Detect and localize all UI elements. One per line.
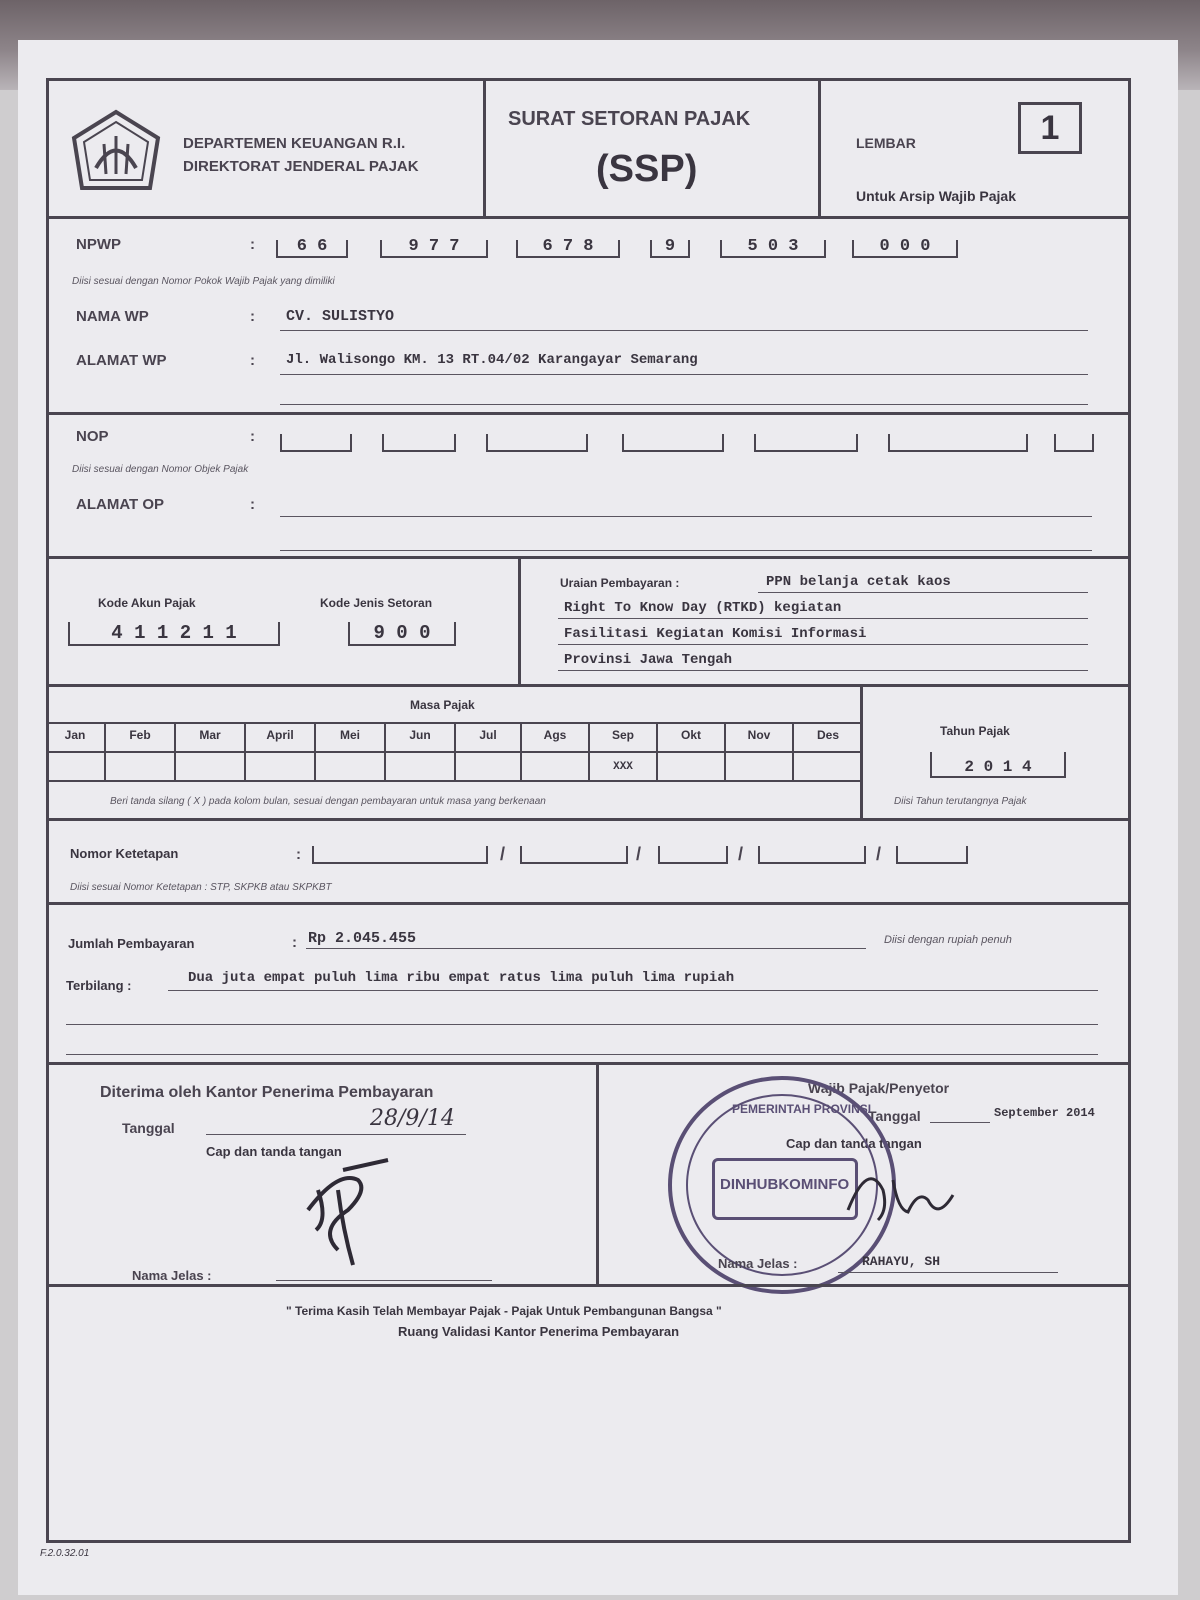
month-mar bbox=[176, 724, 246, 780]
colon: : bbox=[250, 308, 255, 325]
header-divider bbox=[818, 78, 821, 218]
form-title: SURAT SETORAN PAJAK bbox=[508, 108, 751, 130]
month-mark-cell bbox=[794, 751, 862, 782]
stamp-ring-text: PEMERINTAH PROVINSI bbox=[732, 1102, 872, 1116]
nop-box bbox=[1054, 434, 1094, 452]
month-mark-cell bbox=[726, 751, 792, 782]
row-divider bbox=[46, 684, 1131, 687]
month-mark-cell bbox=[106, 751, 174, 782]
nop-box bbox=[382, 434, 456, 452]
separator-slash: / bbox=[738, 844, 744, 864]
month-jan bbox=[46, 724, 106, 780]
underline bbox=[558, 644, 1088, 645]
ketetapan-box bbox=[312, 846, 488, 864]
month-mark-cell bbox=[176, 751, 244, 782]
receiver-signature-icon bbox=[298, 1150, 408, 1270]
row-divider bbox=[46, 412, 1131, 415]
month-label: Feb bbox=[129, 728, 151, 742]
underline bbox=[66, 1024, 1098, 1025]
month-label: Okt bbox=[680, 728, 701, 742]
masa-pajak-label: Masa Pajak bbox=[410, 698, 475, 712]
underline bbox=[558, 670, 1088, 671]
jumlah-value: Rp 2.045.455 bbox=[308, 930, 417, 947]
kode-akun-value: 4 1 1 2 1 1 bbox=[68, 622, 280, 646]
row-divider bbox=[46, 556, 1131, 559]
month-mark-cell bbox=[658, 751, 724, 782]
alamat-op-label: ALAMAT OP bbox=[76, 496, 165, 513]
month-sep bbox=[590, 724, 658, 780]
underline bbox=[758, 592, 1088, 593]
underline bbox=[558, 618, 1088, 619]
underline bbox=[838, 1272, 1058, 1273]
tax-form-paper bbox=[18, 40, 1178, 1595]
month-okt bbox=[658, 724, 726, 780]
npwp-group-4: 9 bbox=[650, 240, 690, 258]
tahun-pajak-label: Tahun Pajak bbox=[940, 724, 1010, 738]
ministry-logo-icon bbox=[66, 108, 166, 198]
underline bbox=[280, 516, 1092, 517]
diterima-tanggal-value: 28/9/14 bbox=[370, 1106, 455, 1131]
nop-label: NOP bbox=[76, 428, 109, 445]
month-mark-cell bbox=[316, 751, 384, 782]
diterima-cap-label: Cap dan tanda tangan bbox=[206, 1144, 342, 1159]
penyetor-nama-label: Nama Jelas : bbox=[718, 1256, 798, 1271]
month-nov bbox=[726, 724, 794, 780]
ketetapan-note: Diisi sesuai Nomor Ketetapan : STP, SKPKB atau SKPKBT bbox=[70, 882, 332, 893]
nop-box bbox=[888, 434, 1028, 452]
tahun-pajak-note: Diisi Tahun terutangnya Pajak bbox=[894, 796, 1027, 807]
diterima-title: Diterima oleh Kantor Penerima Pembayaran bbox=[100, 1084, 434, 1101]
thanks-message: " Terima Kasih Telah Membayar Pajak - Pajak Untuk Pembangunan Bangsa " bbox=[286, 1304, 722, 1318]
header-divider bbox=[483, 78, 486, 218]
npwp-group-1: 6 6 bbox=[276, 240, 348, 258]
month-feb bbox=[106, 724, 176, 780]
month-label: Jul bbox=[479, 728, 497, 742]
masa-pajak-note: Beri tanda silang ( X ) pada kolom bulan, sesuai dengan pembayaran untuk masa yang berkenaan bbox=[110, 796, 546, 807]
uraian-line-1: PPN belanja cetak kaos bbox=[766, 574, 951, 590]
month-label: Mei bbox=[339, 728, 360, 742]
penyetor-cap-label: Cap dan tanda tangan bbox=[786, 1136, 922, 1151]
month-label: Jan bbox=[64, 728, 86, 742]
section-divider bbox=[518, 556, 521, 684]
underline bbox=[306, 948, 866, 949]
uraian-line-3: Fasilitasi Kegiatan Komisi Informasi bbox=[564, 626, 867, 642]
colon: : bbox=[292, 934, 297, 951]
underline bbox=[168, 990, 1098, 991]
uraian-line-4: Provinsi Jawa Tengah bbox=[564, 652, 733, 668]
terbilang-label: Terbilang : bbox=[66, 978, 132, 993]
ketetapan-label: Nomor Ketetapan bbox=[70, 846, 179, 861]
jumlah-label: Jumlah Pembayaran bbox=[68, 936, 195, 951]
underline bbox=[66, 1054, 1098, 1055]
npwp-group-2: 9 7 7 bbox=[380, 240, 488, 258]
alamat-wp-label: ALAMAT WP bbox=[76, 352, 167, 369]
row-divider bbox=[46, 1062, 1131, 1065]
colon: : bbox=[250, 236, 255, 253]
month-jun bbox=[386, 724, 456, 780]
month-mark-cell bbox=[386, 751, 454, 782]
npwp-group-6: 0 0 0 bbox=[852, 240, 958, 258]
diterima-nama-label: Nama Jelas : bbox=[132, 1268, 212, 1283]
month-mark-cell: XXX bbox=[590, 751, 656, 782]
ketetapan-box bbox=[758, 846, 866, 864]
month-des bbox=[794, 724, 862, 780]
uraian-line-2: Right To Know Day (RTKD) kegiatan bbox=[564, 600, 842, 616]
lembar-number: 1 bbox=[1018, 102, 1082, 154]
month-ags bbox=[522, 724, 590, 780]
month-label: April bbox=[266, 728, 294, 742]
payer-signature-icon bbox=[838, 1150, 968, 1230]
month-label: Nov bbox=[747, 728, 771, 742]
nama-wp-label: NAMA WP bbox=[76, 308, 149, 325]
month-apr bbox=[246, 724, 316, 780]
penyetor-title: Wajib Pajak/Penyetor bbox=[808, 1080, 950, 1096]
ketetapan-box bbox=[658, 846, 728, 864]
nama-wp-value: CV. SULISTYO bbox=[286, 308, 395, 325]
row-divider bbox=[46, 216, 1131, 219]
month-mark-cell bbox=[522, 751, 588, 782]
separator-slash: / bbox=[500, 844, 506, 864]
underline bbox=[276, 1280, 492, 1281]
month-jul bbox=[456, 724, 522, 780]
month-label: Ags bbox=[543, 728, 567, 742]
penyetor-tanggal-label: Tanggal bbox=[868, 1108, 921, 1124]
month-label: Sep bbox=[611, 728, 634, 742]
npwp-group-3: 6 7 8 bbox=[516, 240, 620, 258]
npwp-group-5: 5 0 3 bbox=[720, 240, 826, 258]
colon: : bbox=[250, 352, 255, 369]
masa-pajak-grid bbox=[46, 722, 862, 782]
lembar-label: LEMBAR bbox=[856, 135, 916, 151]
ketetapan-box bbox=[520, 846, 628, 864]
jumlah-note: Diisi dengan rupiah penuh bbox=[884, 934, 1012, 946]
nop-note: Diisi sesuai dengan Nomor Objek Pajak bbox=[72, 464, 249, 475]
penyetor-tanggal-value: September 2014 bbox=[994, 1106, 1095, 1120]
separator-slash: / bbox=[876, 844, 882, 864]
form-code: F.2.0.32.01 bbox=[40, 1548, 90, 1559]
month-mark-cell bbox=[456, 751, 520, 782]
colon: : bbox=[250, 496, 255, 513]
month-mark-cell bbox=[46, 751, 104, 782]
nop-box bbox=[622, 434, 724, 452]
underline bbox=[280, 374, 1088, 375]
terbilang-value: Dua juta empat puluh lima ribu empat ratus lima puluh lima rupiah bbox=[188, 970, 735, 986]
underline bbox=[280, 550, 1092, 551]
section-divider bbox=[596, 1062, 599, 1284]
form-acronym: (SSP) bbox=[596, 148, 698, 190]
separator-slash: / bbox=[636, 844, 642, 864]
diterima-tanggal-label: Tanggal bbox=[122, 1120, 175, 1136]
colon: : bbox=[250, 428, 255, 445]
month-mei bbox=[316, 724, 386, 780]
kode-akun-label: Kode Akun Pajak bbox=[98, 596, 196, 610]
lembar-note: Untuk Arsip Wajib Pajak bbox=[856, 188, 1016, 204]
department-name: DEPARTEMEN KEUANGAN R.I. bbox=[183, 135, 406, 152]
ketetapan-box bbox=[896, 846, 968, 864]
underline bbox=[930, 1122, 990, 1123]
row-divider bbox=[46, 818, 1131, 821]
npwp-label: NPWP bbox=[76, 236, 121, 253]
npwp-note: Diisi sesuai dengan Nomor Pokok Wajib Pajak yang dimiliki bbox=[72, 276, 335, 287]
row-divider bbox=[46, 902, 1131, 905]
month-mark-cell bbox=[246, 751, 314, 782]
underline bbox=[280, 404, 1088, 405]
row-divider bbox=[46, 1284, 1131, 1287]
penyetor-nama-value: RAHAYU, SH bbox=[862, 1254, 941, 1269]
alamat-wp-value: Jl. Walisongo KM. 13 RT.04/02 Karangayar Semarang bbox=[286, 352, 698, 368]
month-label: Jun bbox=[409, 728, 431, 742]
tahun-pajak-value: 2 0 1 4 bbox=[930, 752, 1066, 778]
nop-box bbox=[280, 434, 352, 452]
nop-box bbox=[754, 434, 858, 452]
kode-jenis-value: 9 0 0 bbox=[348, 622, 456, 646]
nop-box bbox=[486, 434, 588, 452]
colon: : bbox=[296, 846, 301, 863]
validation-area-label: Ruang Validasi Kantor Penerima Pembayaran bbox=[398, 1324, 680, 1339]
month-label: Des bbox=[816, 728, 839, 742]
directorate-name: DIREKTORAT JENDERAL PAJAK bbox=[183, 158, 419, 175]
underline bbox=[206, 1134, 466, 1135]
stamp-text: DINHUBKOMINFO bbox=[720, 1176, 850, 1193]
underline bbox=[280, 330, 1088, 331]
kode-jenis-label: Kode Jenis Setoran bbox=[320, 596, 433, 610]
uraian-label: Uraian Pembayaran : bbox=[560, 576, 680, 590]
month-label: Mar bbox=[199, 728, 221, 742]
